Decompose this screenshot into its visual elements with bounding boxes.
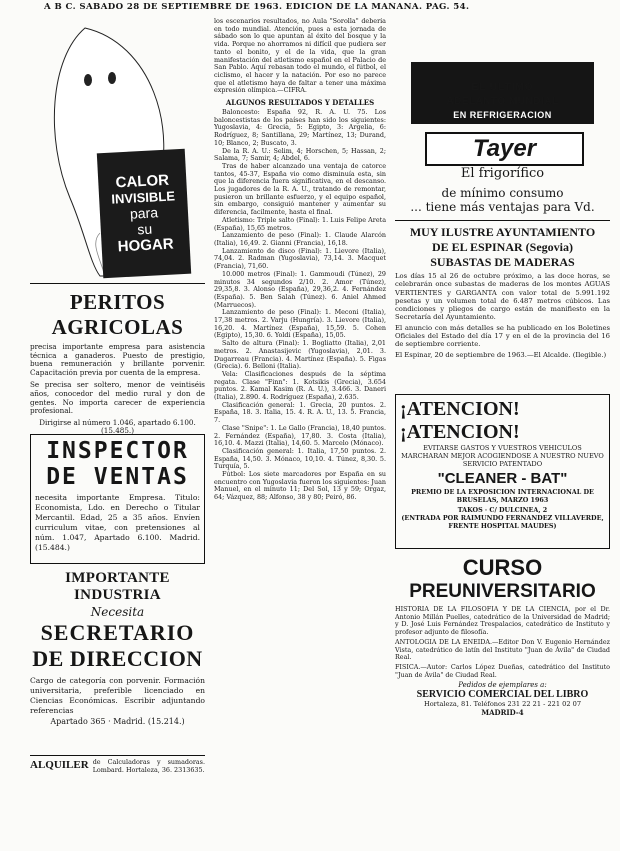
tayer-ad (395, 18, 610, 181)
alquiler-ad (30, 755, 205, 774)
tayer-line-2: ADELANTO MUNDIAL (446, 96, 559, 107)
calor-panel (97, 149, 191, 278)
atencion-address: TAKOS · C/ DULCINEA, 2 (457, 506, 548, 515)
right-column (395, 18, 610, 717)
curso-orders: Pedidos de ejemplares a: (458, 681, 547, 690)
calor-line-5: HOGAR (117, 235, 175, 256)
ayuntamiento-line-3: SUBASTAS DE MADERAS (430, 255, 575, 269)
article-subheading: ALGUNOS RESULTADOS Y DETALLES (225, 98, 375, 108)
alquiler-label: ALQUILER (30, 759, 89, 771)
atencion-ad (395, 394, 610, 549)
tayer-sub-3: ... tiene más ventajas para Vd. (410, 200, 595, 214)
ayuntamiento-ad (395, 221, 610, 390)
calor-line-4: su (136, 220, 153, 238)
curso-city: MADRID-4 (481, 708, 524, 718)
curso-line-1: CURSO (462, 555, 543, 580)
article-paragraph: Baloncesto: España 92, R. A. U. 75. Los baloncestistas de los países han sido los siguientes: Yugoslavia, 4: Grecia, 5: Egipto, 3: Argelia, 6: Rodríguez, 8; Santillana, 29; Martínez, 13; Durand, 10; Blanco, 2; Buscato, 3. (214, 108, 386, 147)
peritos-contact: Dirigirse al número 1.046, apartado 6.100. (15.485.) (39, 417, 196, 436)
inspector-title-2: DE VENTAS (46, 464, 189, 490)
article-paragraph: Lanzamiento de disco (Final): 1. Lievore (Italia), 74,04. 2. Radman (Yugoslavia), 73,14. 3. Macquet (Francia), 71,60. (214, 246, 386, 271)
alquiler-text: de Calculadoras y sumadoras. Lombard. Hortaleza, 36. 2313635. (92, 758, 205, 774)
atencion-entry: (ENTRADA POR RAIMUNDO FERNANDEZ VILLAVERDE, FRENTE HOSPITAL MAUDES) (401, 514, 604, 530)
atencion-body: EVITARSE GASTOS Y VUESTROS VEHICULOS MARCHARAN MEJOR ACOGIENDOSE A NUESTRO NUEVO SERVICIO PATENTADO (401, 444, 604, 468)
tayer-sub-2: de mínimo consumo (441, 186, 564, 200)
ayuntamiento-line-1: MUY ILUSTRE AYUNTAMIENTO (409, 225, 596, 239)
article-paragraph: 10.000 metros (Final): 1. Gammoudi (Túnez), 29 minutos 34 segundos 2/10. 2. Amor (Túnez), 29,35,8. 3. Alonso (España), 29,36,2. 4. Fernández (España). 5. Ben Salah (Túnez). 6. Aniel Ahmed (Marruecos). (214, 269, 386, 309)
atencion-line-2: ¡ATENCION! (400, 421, 520, 443)
curso-ad (395, 555, 610, 717)
ayuntamiento-sign: El Espinar, 20 de septiembre de 1963.—El Alcalde. (Ilegible.) (395, 350, 607, 359)
page-header: A B C. SABADO 28 DE SEPTIEMBRE DE 1963. EDICION DE LA MAÑANA. PAG. 54. (44, 2, 470, 12)
curso-service: SERVICIO COMERCIAL DEL LIBRO (416, 689, 589, 701)
calor-line-1: CALOR (115, 171, 170, 192)
inspector-body: necesita importante Empresa. Titulo: Economista, Ldo. en Derecho o Titular Mercantil. Edad, 25 a 35 años. Envíen curriculum vitae, con pretensiones al núm. 1.047, Apartado 6.100. Madrid. (15.484.) (35, 493, 200, 552)
article-paragraph: Clasificación general: 1. Italia, 17,50 puntos. 2. España, 14,50. 3. Mónaco, 10,10. 4. Túnez, 8,30. 5. Turquía, 5. (214, 446, 386, 471)
industria-contact: Apartado 365 · Madrid. (15.214.) (50, 717, 185, 726)
atencion-line-1: ¡ATENCION! (400, 398, 520, 420)
tayer-sub-1: El frigorífico (460, 166, 545, 181)
peritos-title: PERITOS AGRICOLAS (51, 290, 184, 339)
article-paragraph: Fútbol: Los siete marcadores por España en su encuentro con Yugoslavia fueron los siguientes: Juan Manuel, en el minuto 11; Del Sol, 13 y 59; Orgaz, 64; Vázquez, 88; Alfonso, 38 y 80; Peiró, 86. (214, 470, 386, 502)
curso-body-1: HISTORIA DE LA FILOSOFIA Y DE LA CIENCIA, por el Dr. Antonio Millán Puelles, catedrático de la Universidad de Madrid; y D. José Luis Fernández Trespalacios, catedrático de Instituto y profesor adjunto de filosofía. (395, 605, 610, 637)
article-paragraph: Vela: Clasificaciones después de la séptima regata. Clase "Finn": 1. Kotsikis (Grecia), 3.654 puntos. 2. Kamal Kasim (R. A. U.), 3.466. 3. Daneri (Italia), 2.890. 4. Rodríguez (España), 2.635. (214, 369, 386, 402)
calor-line-2: INVISIBLE (111, 188, 176, 207)
tayer-subtext (395, 186, 610, 214)
article-paragraph: De la R. A. U.: Selim, 4; Horschen, 5; Hassan, 2; Salama, 7; Samir, 4; Abdel, 6. (214, 146, 386, 163)
article-paragraph: Clase "Snipe": 1. Le Gallo (Francia), 18,40 puntos. 2. Fernández (España), 17,80. 3. Costa (Italia), 16,10. 4. Mazzi (Italia), 14,60. 5. Marcelo (Mónaco). (214, 423, 386, 448)
tayer-line-1: EL ULTIMO (471, 82, 534, 93)
curso-line-2: PREUNIVERSITARIO (409, 581, 596, 602)
article-intro: los escenarios resultados, no Aula "Sorolla" debería en todo mundial. Atención, pues a esta jornada de sábado son lo que apuntan al éxito del bosque y la vida. Porque no ahorramos ni difícil que pudiera ser tanto el bonito, y el de la vida, que la gran manifestación del atletismo español en el Palacio de San Pablo. Aquí rebasan todo el mundo, el fútbol, el ciclismo, el hacer y la natación. Por eso no parece que el atletismo haya de faltar a tener una máxima expresión olímpica.—CIFRA. (214, 18, 386, 95)
tayer-logo: Tayer (425, 132, 584, 166)
calor-line-3: para (129, 204, 159, 222)
atencion-prize: PREMIO DE LA EXPOSICION INTERNACIONAL DE BRUSELAS, MARZO 1963 (411, 488, 594, 504)
article-paragraph: Salto de altura (Final): 1. Bogliatto (Italia), 2,01 metros. 2. Anastasijevic (Yugoslavia), 2,01. 3. Dugarreau (Francia). 4. Martínez (España). 5. Figas (Grecia). 6. Belloni (Italia). (214, 339, 386, 371)
ayuntamiento-line-2: DE EL ESPINAR (Segovia) (431, 240, 574, 254)
inspector-ad (30, 434, 205, 564)
industria-line-2: Necesita (90, 605, 145, 619)
article-paragraph: Tras de haber alcanzado una ventaja de catorce tantos, 45-37, España vio como disminuía esta, sin que la diferencia fuera significativa, en el descanso. Los jugadores de la R. A. U., tratando de remontar, pusieron un brillante esfuerzo, y el equipo español, sin embargo, consiguió mantener y aumentar su diferencia, facilmente, hasta el final. (214, 161, 386, 217)
left-eye-icon (84, 74, 92, 86)
atencion-brand: "CLEANER - BAT" (437, 470, 568, 487)
tayer-line-3: EN REFRIGERACION (453, 110, 552, 120)
curso-body-3: FISICA.—Autor: Carlos López Dueñas, catedrático del Instituto "Juan de Ávila" de Ciudad Real. (395, 662, 610, 679)
industria-ad (30, 570, 205, 755)
article-paragraph: Clasificación general: 1. Grecia, 20 puntos. 2. España, 18. 3. Italia, 15. 4. R. A. U., 13. 5. Francia, 7. (214, 400, 386, 425)
article-paragraph: Lanzamiento de peso (Final): 1. Meconi (Italia), 17,38 metros. 2. Varju (Hungría). 3. Lievore (Italia), 16,20. 4. Martínez (España), 15,59. 5. Cohen (Egipto), 15,30. 6. Yoldi (España), 15,05. (214, 308, 386, 340)
curso-body-2: ANTOLOGIA DE LA ENEIDA.—Editor Don V. Eugenio Hernández Vista, catedrático de latín del Instituto "Juan de Ávila" de Ciudad Real. (395, 637, 610, 662)
article-paragraph: Atletismo: Triple salto (Final): 1. Luis Felipe Areta (España), 15,65 metros. (214, 215, 386, 232)
right-eye-icon (108, 72, 116, 84)
article-paragraph: Lanzamiento de peso (Final): 1. Claude Alarcón (Italia), 16,49. 2. Gianni (Francia), 16,18. (214, 231, 386, 247)
industria-line-1: IMPORTANTE INDUSTRIA (65, 570, 170, 603)
calor-invisible-ad (30, 18, 205, 280)
peritos-body-2: Se precisa ser soltero, menor de veintiséis años, conocedor del medio rural y don de gentes. No importa carecer de experiencia profesional. (30, 380, 205, 416)
industria-line-4: DE DIRECCION (32, 646, 203, 671)
curso-address: Hortaleza, 81. Teléfonos 231 22 21 - 221 02 07 (423, 700, 582, 709)
left-column (30, 18, 205, 774)
peritos-body: precisa importante empresa para asistencia técnica a ganaderos. Puesto de prestigio, buena remuneración y brillante porvenir. Capacitación previa por cuenta de la empresa. (30, 342, 205, 377)
peritos-ad (30, 284, 205, 436)
middle-column (214, 18, 386, 846)
industria-line-3: SECRETARIO (40, 620, 195, 645)
ayuntamiento-body: Los días 15 al 26 de octubre próximo, a las doce horas, se celebrarán once subastas de maderas de los montes AGUAS VERTIENTES y GARGANTA con valor total de 5.991.192 pesetas y un volumen total de 6.487 metros cúbicos. Las condiciones y pliegos de cargo están de manifiesto en la Secretaría del Ayuntamiento. (395, 272, 610, 322)
industria-body: Cargo de categoría con porvenir. Formación universitaria, preferible licenciado en Ciencias Económicas. Escribir adjuntando referencias (30, 676, 205, 715)
ayuntamiento-body-2: El anuncio con más detalles se ha publicado en los Boletines Oficiales del Estado del día 17 y en el de la provincia del 16 de septiembre corriente. (395, 323, 610, 349)
inspector-title-1: INSPECTOR (46, 438, 189, 464)
